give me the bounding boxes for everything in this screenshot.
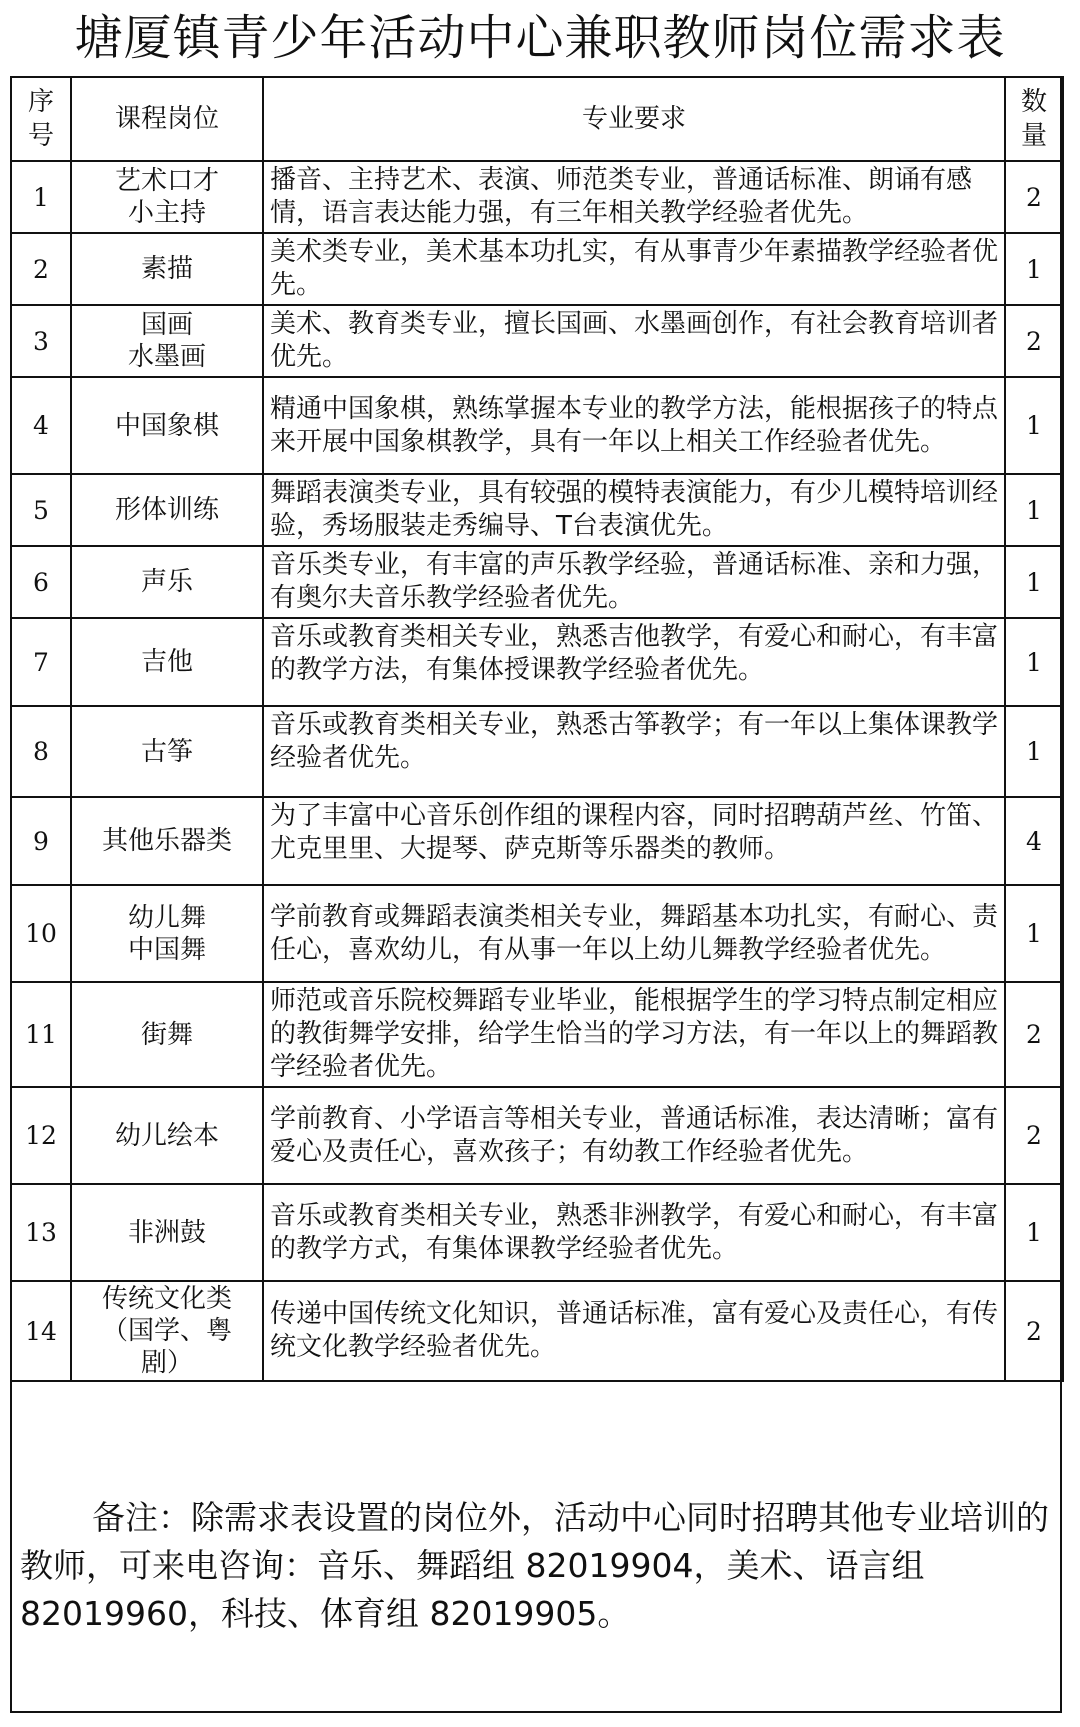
row-post: 古筝: [71, 706, 263, 797]
row-quantity: 1: [1005, 474, 1063, 546]
table-row: [11, 305, 1063, 377]
row-number: 2: [11, 233, 71, 305]
row-requirement: 音乐或教育类相关专业，熟悉非洲教学，有爱心和耐心，有丰富的教学方式，有集体课教学经验者优先。: [263, 1184, 1005, 1281]
row-post: 声乐: [71, 546, 263, 618]
row-requirement: 美术类专业，美术基本功扎实，有从事青少年素描教学经验者优先。: [263, 233, 1005, 305]
row-number: 11: [11, 982, 71, 1087]
remark-note: 备注：除需求表设置的岗位外，活动中心同时招聘其他专业培训的教师，可来电咨询：音乐、舞蹈组 82019904，美术、语言组 82019960，科技、体育组 82019905。: [20, 1498, 1049, 1633]
row-requirement: 学前教育、小学语言等相关专业，普通话标准，表达清晰；富有爱心及责任心，喜欢孩子；有幼教工作经验者优先。: [263, 1087, 1005, 1184]
page-title: 塘厦镇青少年活动中心兼职教师岗位需求表: [74, 10, 1006, 66]
row-post: 幼儿舞 中国舞: [71, 885, 263, 982]
row-number: 8: [11, 706, 71, 797]
row-quantity: 1: [1005, 233, 1063, 305]
row-number: 13: [11, 1184, 71, 1281]
table-row: [11, 233, 1063, 305]
requirement-table: [10, 76, 1064, 1382]
row-requirement: 为了丰富中心音乐创作组的课程内容，同时招聘葫芦丝、竹笛、尤克里里、大提琴、萨克斯等乐器类的教师。: [263, 797, 1005, 885]
row-post: 街舞: [71, 982, 263, 1087]
row-quantity: 1: [1005, 885, 1063, 982]
header-quantity: 数量: [1005, 77, 1063, 161]
row-post: 非洲鼓: [71, 1184, 263, 1281]
requirement-sheet: [10, 76, 1062, 1713]
row-number: 5: [11, 474, 71, 546]
row-post: 吉他: [71, 618, 263, 706]
row-post: 艺术口才 小主持: [71, 161, 263, 233]
row-quantity: 2: [1005, 161, 1063, 233]
header-requirement: 专业要求: [263, 77, 1005, 161]
header-post: 课程岗位: [71, 77, 263, 161]
row-post: 幼儿绘本: [71, 1087, 263, 1184]
header-no: 序号: [11, 77, 71, 161]
row-post: 传统文化类 （国学、粤 剧）: [71, 1281, 263, 1381]
row-requirement: 学前教育或舞蹈表演类相关专业，舞蹈基本功扎实，有耐心、责任心，喜欢幼儿，有从事一年以上幼儿舞教学经验者优先。: [263, 885, 1005, 982]
row-requirement: 音乐类专业，有丰富的声乐教学经验，普通话标准、亲和力强，有奥尔夫音乐教学经验者优先。: [263, 546, 1005, 618]
table-row: [11, 706, 1063, 797]
row-number: 1: [11, 161, 71, 233]
row-number: 3: [11, 305, 71, 377]
table-row: [11, 982, 1063, 1087]
row-requirement: 美术、教育类专业，擅长国画、水墨画创作，有社会教育培训者优先。: [263, 305, 1005, 377]
row-post: 素描: [71, 233, 263, 305]
row-number: 7: [11, 618, 71, 706]
table-row: [11, 1087, 1063, 1184]
table-row: [11, 546, 1063, 618]
row-requirement: 师范或音乐院校舞蹈专业毕业，能根据学生的学习特点制定相应的教街舞学安排，给学生恰当的学习方法，有一年以上的舞蹈教学经验者优先。: [263, 982, 1005, 1087]
table-row: [11, 797, 1063, 885]
table-row: [11, 1184, 1063, 1281]
row-requirement: 音乐或教育类相关专业，熟悉古筝教学；有一年以上集体课教学经验者优先。: [263, 706, 1005, 797]
table-row: [11, 1281, 1063, 1381]
table-row: [11, 474, 1063, 546]
row-requirement: 传递中国传统文化知识，普通话标准，富有爱心及责任心，有传统文化教学经验者优先。: [263, 1281, 1005, 1381]
row-quantity: 2: [1005, 982, 1063, 1087]
row-quantity: 2: [1005, 1281, 1063, 1381]
row-quantity: 1: [1005, 618, 1063, 706]
row-quantity: 1: [1005, 377, 1063, 474]
table-row: [11, 377, 1063, 474]
row-number: 9: [11, 797, 71, 885]
row-requirement: 音乐或教育类相关专业，熟悉吉他教学，有爱心和耐心，有丰富的教学方法，有集体授课教学经验者优先。: [263, 618, 1005, 706]
row-quantity: 1: [1005, 706, 1063, 797]
row-number: 14: [11, 1281, 71, 1381]
row-post: 国画 水墨画: [71, 305, 263, 377]
row-quantity: 4: [1005, 797, 1063, 885]
row-number: 12: [11, 1087, 71, 1184]
row-post: 中国象棋: [71, 377, 263, 474]
row-quantity: 2: [1005, 305, 1063, 377]
row-quantity: 1: [1005, 1184, 1063, 1281]
row-number: 10: [11, 885, 71, 982]
row-quantity: 2: [1005, 1087, 1063, 1184]
row-number: 4: [11, 377, 71, 474]
row-requirement: 精通中国象棋，熟练掌握本专业的教学方法，能根据孩子的特点来开展中国象棋教学，具有一年以上相关工作经验者优先。: [263, 377, 1005, 474]
table-row: [11, 885, 1063, 982]
table-row: [11, 161, 1063, 233]
table-header-row: [11, 77, 1063, 161]
row-requirement: 舞蹈表演类专业，具有较强的模特表演能力，有少儿模特培训经验，秀场服装走秀编导、T台表演优先。: [263, 474, 1005, 546]
row-number: 6: [11, 546, 71, 618]
table-row: [11, 618, 1063, 706]
row-post: 形体训练: [71, 474, 263, 546]
row-quantity: 1: [1005, 546, 1063, 618]
row-requirement: 播音、主持艺术、表演、师范类专业，普通话标准、朗诵有感情，语言表达能力强，有三年相关教学经验者优先。: [263, 161, 1005, 233]
row-post: 其他乐器类: [71, 797, 263, 885]
